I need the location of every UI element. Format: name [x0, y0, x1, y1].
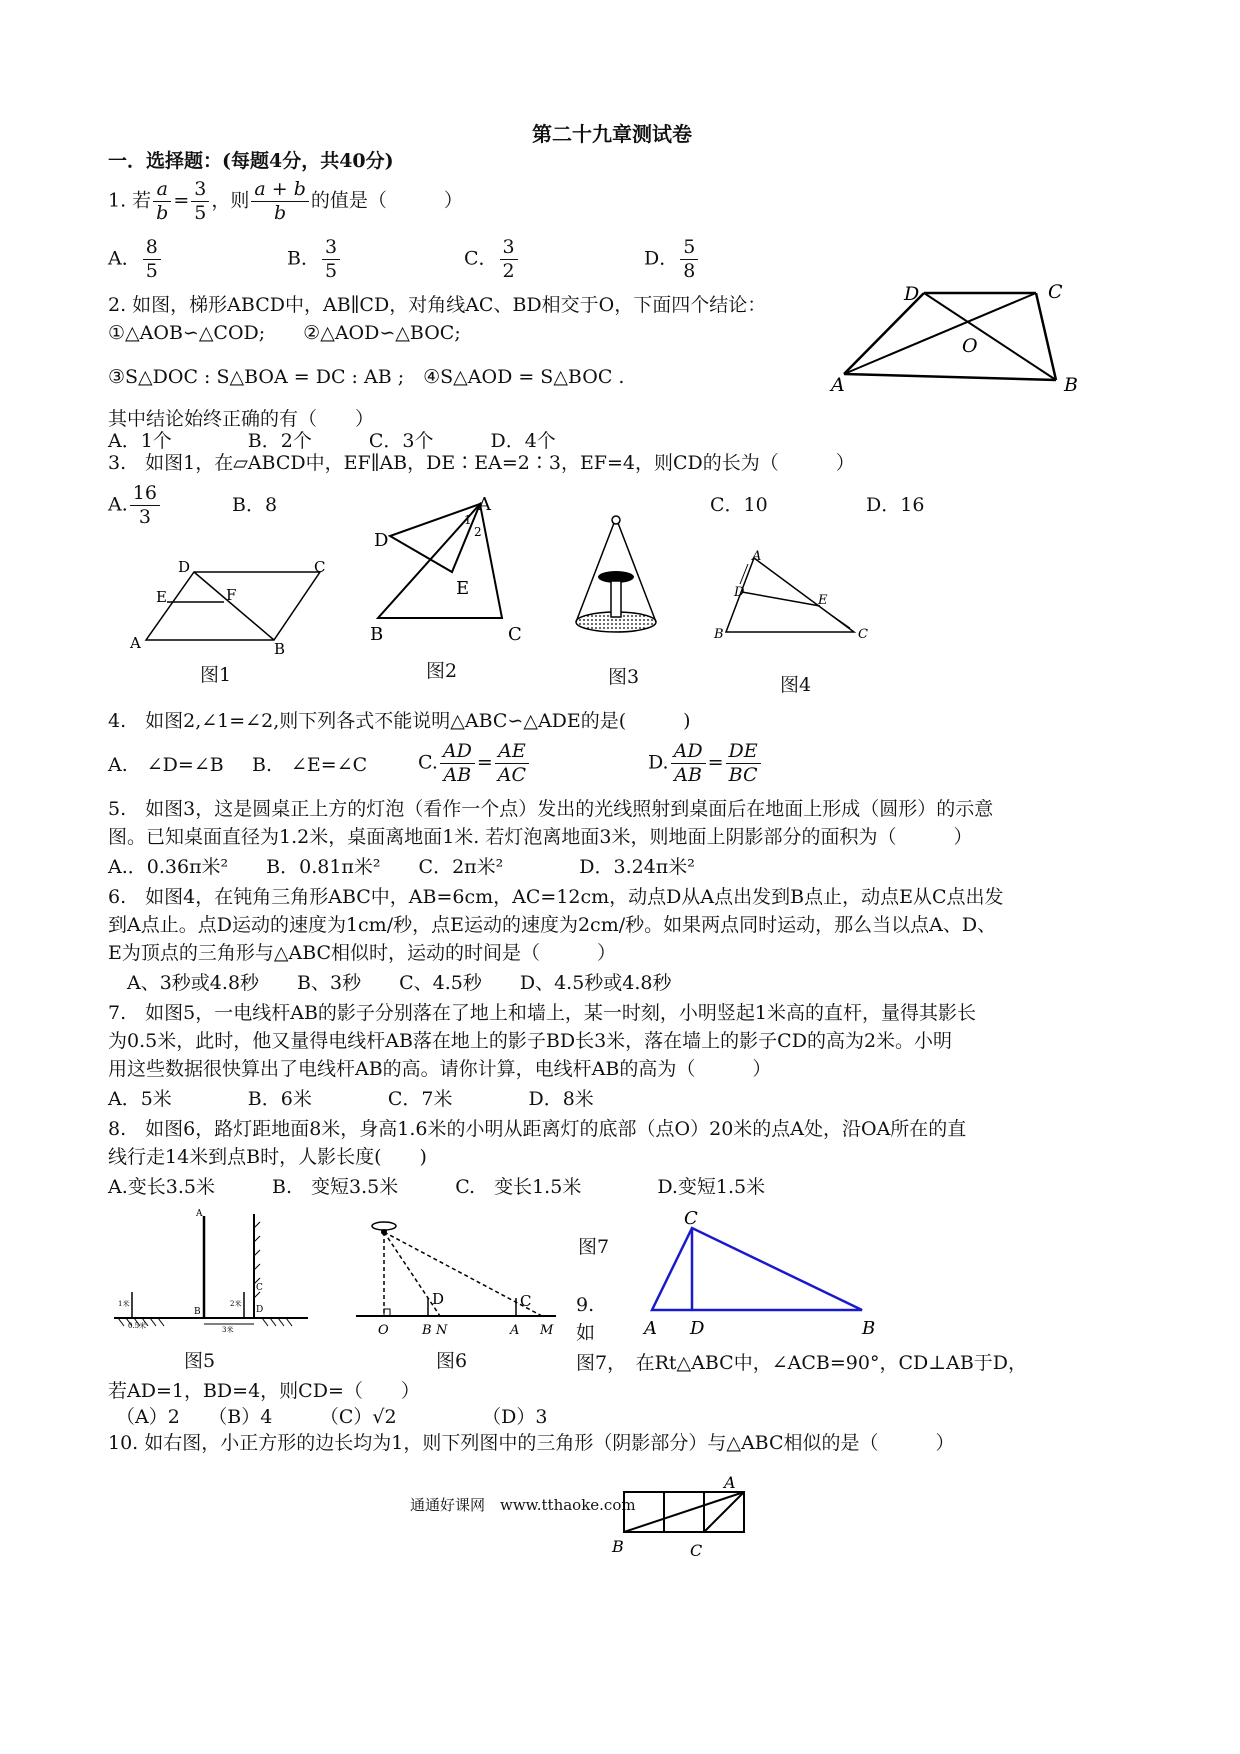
q2-line3: ③S△DOC : S△BOA = DC : AB ; ④S△AOD = S△BOC .: [108, 366, 625, 388]
q6-line2: 到A点止。点D运动的速度为1cm/秒，点E运动的速度为2cm/秒。如果两点同时运动，那么当以点A、D、: [108, 914, 997, 936]
q4-option-d: D. $\frac{AD}{AB}$ = $\frac{DE}{BC}$: [648, 740, 763, 787]
q7-line1: 7. 如图5，一电线杆AB的影子分别落在了地上和墙上，某一时刻，小明竖起1米高的直杆，量得其影长: [108, 1002, 976, 1024]
fig2-label-c: C: [508, 624, 522, 645]
q9-options: （A）2 （B）4 （C）√2 （D）3: [116, 1406, 548, 1428]
fig5-label-d: D: [256, 1305, 264, 1315]
q2-options: A．1个 B．2个 C．3个 D．4个: [108, 430, 556, 452]
q10-label-c: C: [690, 1541, 703, 1556]
fig6-label-d: D: [432, 1290, 445, 1308]
q1-opt-c-num: 3: [500, 236, 518, 260]
fig2-label-b: B: [370, 624, 384, 645]
q1-prefix: 1. 若: [108, 189, 152, 212]
fig6-label-m: M: [540, 1323, 554, 1336]
q3-opt-a-den: 3: [138, 505, 151, 528]
q4-c-f2-den: AC: [497, 763, 527, 786]
fig5-label-b: B: [194, 1307, 201, 1317]
q1-mid: ，则: [211, 189, 250, 212]
q2-label-d: D: [904, 283, 920, 305]
figure-3-caption: 图3: [608, 666, 640, 688]
q3-option-b: B．8: [232, 494, 278, 516]
q7-options: A．5米 B．6米 C．7米 D．8米: [108, 1088, 594, 1110]
q4-text: 4. 如图2,∠1=∠2,则下列各式不能说明△ABC∽△ADE的是( ): [108, 710, 691, 732]
q3-opt-a-num: 16: [130, 482, 160, 506]
fig2-angle-2: 2: [474, 525, 482, 539]
fig1-label-d: D: [178, 558, 191, 576]
figure-1-caption: 图1: [200, 664, 232, 686]
q1-opt-d-den: 8: [683, 259, 696, 282]
q9-line2: 若AD=1，BD=4，则CD=（ ）: [108, 1380, 420, 1402]
q1-opt-a-label: A．: [108, 247, 141, 270]
q4-opt-d-frac1: [671, 740, 706, 787]
q4-c-f1-den: AB: [443, 763, 472, 786]
figure-5-pole-wall: [112, 1208, 312, 1338]
fig1-label-f: F: [226, 586, 237, 604]
fig7-label-c: C: [684, 1208, 698, 1229]
q1-frac1-den: b: [156, 201, 169, 224]
fig1-label-e: E: [156, 588, 167, 606]
fig2-label-a: A: [478, 494, 491, 515]
q6-line1: 6. 如图4，在钝角三角形ABC中，AB=6cm，AC=12cm，动点D从A点出发到B点止，动点E从C点出发: [108, 886, 1004, 908]
q4-opt-d-frac2: [726, 740, 761, 787]
q1-fraction-sum: [251, 178, 309, 225]
q4-opt-c-frac2: [495, 740, 529, 787]
q1-opt-a-num: 8: [143, 236, 161, 260]
q1-equals: =: [173, 189, 190, 212]
q1-option-b: [287, 236, 342, 283]
q1-opt-a-frac: [143, 236, 161, 283]
q2-line4: 其中结论始终正确的有（ ）: [108, 408, 375, 430]
q5-line2: 图。已知桌面直径为1.2米，桌面离地面1米. 若灯泡离地面3米，则地面上阴影部分的面积为（ ）: [108, 826, 973, 848]
q3-text: 3. 如图1，在▱ABCD中，EF∥AB，DE∶EA=2∶3，EF=4，则CD的长为（ ）: [108, 452, 855, 474]
fig6-label-c: C: [520, 1292, 532, 1310]
q1-opt-d-frac: [680, 236, 698, 283]
figure-6-caption: 图6: [436, 1350, 468, 1372]
fig5-label-2m: 2米: [230, 1300, 242, 1308]
q1-option-a: [108, 236, 163, 283]
q8-options: A.变长3.5米 B. 变短3.5米 C. 变长1.5米 D.变短1.5米: [108, 1176, 766, 1198]
q6-line3: E为顶点的三角形与△ABC相似时，运动的时间是（ ）: [108, 942, 617, 964]
figure-3-lamp-table: [566, 510, 666, 640]
q3-option-a: [108, 482, 162, 529]
q4-d-f1-num: AD: [671, 740, 706, 764]
q2-label-o: O: [962, 335, 978, 357]
footer-watermark: 通通好课网 www.tthaoke.com: [410, 1496, 636, 1514]
fig5-label-a: A: [196, 1209, 203, 1219]
page-title: 第二十九章测试卷: [532, 122, 692, 146]
q1-opt-c-den: 2: [502, 259, 515, 282]
q1-fraction-a-b: [153, 178, 171, 225]
fig6-label-n: N: [436, 1323, 448, 1336]
fig2-angle-1: 1: [464, 513, 472, 527]
q1-opt-b-num: 3: [322, 236, 340, 260]
q1-opt-d-num: 5: [680, 236, 698, 260]
fig4-label-d: D: [734, 585, 745, 600]
q9-number: 9.: [576, 1294, 595, 1316]
q10-label-a: A: [724, 1476, 736, 1492]
figure-7-caption: 图7: [578, 1236, 610, 1258]
q4-d-f2-den: BC: [728, 763, 758, 786]
fig2-label-d: D: [374, 530, 389, 551]
q2-trapezoid-figure: [826, 278, 1096, 396]
q4-c-f2-num: AE: [495, 740, 529, 764]
q1-opt-b-frac: [322, 236, 340, 283]
q4-opt-c-label: C.: [418, 751, 438, 774]
q1-suffix: 的值是（ ）: [310, 189, 463, 212]
q5-line1: 5. 如图3，这是圆桌正上方的灯泡（看作一个点）发出的光线照射到桌面后在地面上形成（圆形）的示意: [108, 798, 994, 820]
fig1-label-b: B: [274, 640, 286, 656]
q1-frac3-den: b: [274, 201, 287, 224]
q3-opt-a-label: A.: [108, 493, 128, 516]
q4-option-c: C. $\frac{AD}{AB}$ = $\frac{AE}{AC}$: [418, 740, 531, 787]
q4-opt-d-label: D.: [648, 751, 669, 774]
fig4-label-b: B: [714, 627, 724, 642]
fig5-label-3m: 3米: [222, 1326, 234, 1334]
q9-line1: 图7， 在Rt△ABC中，∠ACB=90°，CD⊥AB于D，: [576, 1352, 1028, 1374]
fig1-label-a: A: [130, 634, 141, 652]
figure-6-street-lamp: [356, 1216, 566, 1336]
q7-line3: 用这些数据很快算出了电线杆AB的高。请你计算，电线杆AB的高为（ ）: [108, 1058, 772, 1080]
q2-label-b: B: [1064, 374, 1078, 396]
q4-option-a: A. ∠D=∠B: [108, 754, 224, 776]
q9-ru: 如: [576, 1322, 596, 1344]
fig4-label-e: E: [818, 593, 828, 608]
q1-opt-b-den: 5: [324, 259, 338, 282]
q4-d-f1-den: AB: [674, 763, 702, 786]
fig7-label-a: A: [644, 1318, 657, 1338]
fig5-label-1m: 1米: [118, 1300, 130, 1308]
q1-frac1-num: a: [153, 178, 171, 202]
figure-1-parallelogram: [124, 556, 334, 656]
q1-opt-d-label: D．: [644, 247, 679, 270]
figure-4-caption: 图4: [780, 674, 812, 696]
fig7-label-d: D: [690, 1318, 705, 1338]
figure-2-triangles: [368, 490, 538, 650]
q4-opt-c-frac1: [440, 740, 475, 787]
q7-line2: 为0.5米，此时，他又量得电线杆AB落在地上的影子BD长3米，落在墙上的影子CD的高为2米。小明: [108, 1030, 953, 1052]
q2-line1: 2. 如图，梯形ABCD中，AB∥CD，对角线AC、BD相交于O，下面四个结论：: [108, 294, 767, 316]
q4-d-f2-num: DE: [726, 740, 761, 764]
q3-opt-a-frac: [130, 482, 160, 529]
q4-option-b: B. ∠E=∠C: [252, 754, 368, 776]
q1-option-d: [644, 236, 700, 283]
q2-label-a: A: [831, 374, 845, 396]
fig6-label-o: O: [378, 1323, 389, 1336]
q1-opt-b-label: B．: [287, 247, 320, 270]
q5-options: A.．0.36π米² B．0.81π米² C．2π米² D．3.24π米²: [108, 856, 695, 878]
q3-option-d: D．16: [866, 494, 925, 516]
fig5-label-05m: 0.5米: [128, 1322, 147, 1330]
q8-line1: 8. 如图6，路灯距地面8米，身高1.6米的小明从距离灯的底部（点O）20米的点A处，沿OA所在的直: [108, 1118, 967, 1140]
q6-options: A、3秒或4.8秒 B、3秒 C、4.5秒 D、4.5秒或4.8秒: [108, 972, 672, 994]
q1-frac3-num: a + b: [251, 178, 309, 202]
q10-label-b: B: [612, 1537, 624, 1556]
q1-fraction-3-5: [191, 178, 209, 225]
fig6-label-a: A: [510, 1323, 520, 1336]
q1-opt-c-frac: [500, 236, 518, 283]
fig6-label-b: B: [422, 1323, 432, 1336]
q1-opt-c-label: C．: [464, 247, 498, 270]
q1-frac2-num: 3: [191, 178, 209, 202]
fig4-label-c: C: [858, 627, 868, 642]
q1-option-c: [464, 236, 520, 283]
q2-label-c: C: [1048, 281, 1063, 303]
figure-2-caption: 图2: [426, 660, 458, 682]
fig5-label-c: C: [256, 1283, 263, 1293]
figure-5-caption: 图5: [184, 1350, 216, 1372]
q1-frac2-den: 5: [194, 201, 207, 224]
section-heading: 一．选择题：(每题4分，共40分): [108, 150, 394, 172]
q10-text: 10. 如右图，小正方形的边长均为1，则下列图中的三角形（阴影部分）与△ABC相似的是（ ）: [108, 1432, 955, 1454]
fig7-label-b: B: [862, 1318, 876, 1338]
fig4-label-a: A: [752, 549, 762, 564]
q2-line2: ①△AOB∽△COD; ②△AOD∽△BOC;: [108, 322, 461, 344]
figure-4-triangle: [712, 548, 882, 648]
q4-c-f1-num: AD: [440, 740, 475, 764]
q8-line2: 线行走14米到点B时，人影长度( ): [108, 1146, 427, 1168]
q3-option-c: C．10: [710, 494, 768, 516]
q1-opt-a-den: 5: [145, 259, 158, 282]
fig1-label-c: C: [314, 558, 326, 576]
fig2-label-e: E: [456, 578, 470, 599]
question-1: [108, 178, 463, 225]
figure-7-right-triangle: [636, 1206, 886, 1338]
q10-grid-figure: [604, 1476, 764, 1556]
